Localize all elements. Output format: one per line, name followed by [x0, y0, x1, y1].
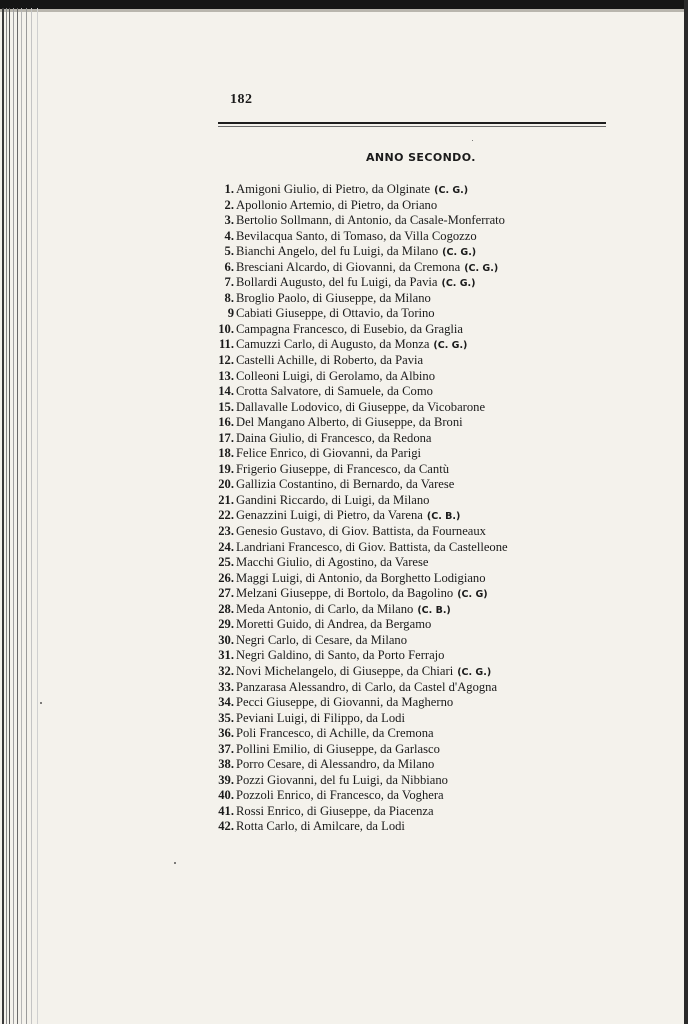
- entry-text: Colleoni Luigi, di Gerolamo, da Albino: [236, 368, 436, 383]
- entry-note: (C. G): [457, 589, 488, 601]
- entry-text: Apollonio Artemio, di Pietro, da Oriano: [236, 197, 438, 212]
- binding-line: [13, 8, 14, 1024]
- list-item: [196, 477, 616, 493]
- entry-note: (C. G.): [433, 340, 468, 352]
- entry-number: 21.: [218, 492, 234, 507]
- entry-number: 13.: [218, 368, 234, 383]
- entry-text: Frigerio Giuseppe, di Francesco, da Cantù: [236, 461, 449, 476]
- list-item: [196, 726, 616, 742]
- entry-text: Del Mangano Alberto, di Giuseppe, da Broni: [236, 415, 463, 430]
- binding-line: [37, 8, 38, 1024]
- entry-number: 28.: [218, 601, 234, 616]
- list-item: [196, 819, 616, 835]
- entry-text: Castelli Achille, di Roberto, da Pavia: [236, 353, 424, 368]
- list-item: [196, 757, 616, 773]
- list-item: [196, 353, 616, 369]
- entry-number: 2.: [224, 197, 234, 212]
- list-item: [196, 773, 616, 789]
- entry-number: 23.: [218, 524, 234, 539]
- entry-text: Camuzzi Carlo, di Augusto, da Monza: [236, 337, 430, 352]
- entry-text: Broglio Paolo, di Giuseppe, da Milano: [236, 290, 431, 305]
- entry-text: Cabiati Giuseppe, di Ottavio, da Torino: [236, 306, 435, 321]
- binding-line: [17, 8, 18, 1024]
- entry-text: Maggi Luigi, di Antonio, da Borghetto Lodigiano: [236, 570, 486, 585]
- list-item: [196, 711, 616, 727]
- list-item: [196, 322, 616, 338]
- list-item: [196, 602, 616, 618]
- list-item: [196, 788, 616, 804]
- entry-text: Bertolio Sollmann, di Antonio, da Casale-Monferrato: [236, 213, 505, 228]
- entry-number: 34.: [218, 695, 234, 710]
- entry-number: 30.: [218, 632, 234, 647]
- list-item: [196, 431, 616, 447]
- binding-line: [31, 8, 32, 1024]
- entry-number: 10.: [218, 321, 234, 336]
- entry-text: Meda Antonio, di Carlo, da Milano: [236, 601, 414, 616]
- list-item: [196, 260, 616, 276]
- entry-number: 9: [227, 306, 234, 321]
- entry-text: Pozzi Giovanni, del fu Luigi, da Nibbiano: [236, 772, 448, 787]
- list-item: [196, 524, 616, 540]
- entry-text: Pozzoli Enrico, di Francesco, da Voghera: [236, 788, 444, 803]
- entry-text: Porro Cesare, di Alessandro, da Milano: [236, 757, 435, 772]
- entry-text: Genazzini Luigi, di Pietro, da Varena: [236, 508, 423, 523]
- list-item: [196, 446, 616, 462]
- entry-number: 42.: [218, 819, 234, 834]
- entry-number: 33.: [218, 679, 234, 694]
- entry-number: 20.: [218, 477, 234, 492]
- list-item: [196, 198, 616, 214]
- entry-number: 18.: [218, 446, 234, 461]
- entry-number: 16.: [218, 415, 234, 430]
- list-item: [196, 337, 616, 353]
- scan-speck: [472, 140, 473, 141]
- entry-text: Gallizia Costantino, di Bernardo, da Varese: [236, 477, 455, 492]
- entry-number: 17.: [218, 430, 234, 445]
- entry-note: (C. G.): [442, 247, 477, 259]
- entry-number: 6.: [224, 259, 234, 274]
- entry-text: Daina Giulio, di Francesco, da Redona: [236, 430, 432, 445]
- list-item: [196, 648, 616, 664]
- entry-number: 32.: [218, 663, 234, 678]
- list-item: [196, 213, 616, 229]
- entry-number: 35.: [218, 710, 234, 725]
- binding-line: [9, 8, 10, 1024]
- entry-note: (C. G.): [441, 278, 476, 290]
- page-number: 182: [230, 92, 253, 107]
- entry-number: 24.: [218, 539, 234, 554]
- entry-text: Bollardi Augusto, del fu Luigi, da Pavia: [236, 275, 438, 290]
- entry-text: Pecci Giuseppe, di Giovanni, da Magherno: [236, 695, 454, 710]
- entry-text: Poli Francesco, di Achille, da Cremona: [236, 726, 434, 741]
- list-item: [196, 415, 616, 431]
- entry-number: 31.: [218, 648, 234, 663]
- entry-text: Crotta Salvatore, di Samuele, da Como: [236, 384, 433, 399]
- entry-text: Moretti Guido, di Andrea, da Bergamo: [236, 617, 432, 632]
- entry-number: 7.: [224, 275, 234, 290]
- binding-line: [6, 8, 7, 1024]
- entry-number: 27.: [218, 586, 234, 601]
- entry-number: 12.: [218, 353, 234, 368]
- binding-line: [2, 8, 4, 1024]
- entry-text: Amigoni Giulio, di Pietro, da Olginate: [236, 182, 431, 196]
- list-item: [196, 306, 616, 322]
- entry-number: 41.: [218, 803, 234, 818]
- scan-speck: [174, 862, 176, 864]
- entry-number: 4.: [224, 228, 234, 243]
- list-item: [196, 229, 616, 245]
- entry-number: 36.: [218, 726, 234, 741]
- entry-text: Bianchi Angelo, del fu Luigi, da Milano: [236, 244, 439, 259]
- scan-top-edge: [0, 0, 688, 9]
- entry-number: 19.: [218, 461, 234, 476]
- list-item: [196, 275, 616, 291]
- entry-number: 29.: [218, 617, 234, 632]
- entry-text: Macchi Giulio, di Agostino, da Varese: [236, 555, 429, 570]
- list-item: [196, 384, 616, 400]
- book-binding-edge: [0, 0, 44, 1024]
- entry-number: 11.: [218, 337, 234, 352]
- entry-number: 38.: [218, 757, 234, 772]
- entry-note: (C. G.): [464, 262, 499, 274]
- entry-number: 22.: [218, 508, 234, 523]
- list-item: [196, 400, 616, 416]
- entry-text: Dallavalle Lodovico, di Giuseppe, da Vicobarone: [236, 399, 486, 414]
- list-item: [196, 462, 616, 478]
- entry-note: (C. B.): [426, 511, 461, 523]
- list-item: [196, 664, 616, 680]
- entry-text: Landriani Francesco, di Giov. Battista, da Castelleone: [236, 539, 508, 554]
- list-item: [196, 369, 616, 385]
- entry-number: 5.: [224, 244, 234, 259]
- entry-number: 14.: [218, 384, 234, 399]
- entry-text: Rotta Carlo, di Amilcare, da Lodi: [236, 819, 405, 834]
- scan-top-shadow: [0, 9, 688, 12]
- list-item: [196, 586, 616, 602]
- entry-number: 26.: [218, 570, 234, 585]
- list-item: [196, 633, 616, 649]
- binding-line: [26, 8, 27, 1024]
- entry-text: Rossi Enrico, di Giuseppe, da Piacenza: [236, 803, 434, 818]
- entry-text: Panzarasa Alessandro, di Carlo, da Castel d'Agogna: [236, 679, 498, 694]
- entry-number: 8.: [224, 290, 234, 305]
- list-item: [196, 291, 616, 307]
- list-item: [196, 804, 616, 820]
- entry-number: 40.: [218, 788, 234, 803]
- entry-text: Gandini Riccardo, di Luigi, da Milano: [236, 492, 430, 507]
- list-item: [196, 695, 616, 711]
- list-item: [196, 244, 616, 260]
- entry-number: 1.: [224, 182, 234, 196]
- entry-number: 15.: [218, 399, 234, 414]
- list-item: [196, 680, 616, 696]
- entry-number: 25.: [218, 555, 234, 570]
- scan-speck: [40, 702, 42, 704]
- list-item: [196, 742, 616, 758]
- entry-text: Bevilacqua Santo, di Tomaso, da Villa Cogozzo: [236, 228, 477, 243]
- binding-line: [21, 8, 22, 1024]
- list-item: [196, 508, 616, 524]
- header-rule: [218, 122, 606, 124]
- list-item: [196, 571, 616, 587]
- list-item: [196, 540, 616, 556]
- entry-note: (C. B.): [417, 604, 451, 616]
- entry-text: Felice Enrico, di Giovanni, da Parigi: [236, 446, 422, 461]
- entry-text: Peviani Luigi, di Filippo, da Lodi: [236, 710, 405, 725]
- student-list: [196, 182, 616, 835]
- entry-text: Negri Galdino, di Santo, da Porto Ferrajo: [236, 648, 445, 663]
- entry-text: Melzani Giuseppe, di Bortolo, da Bagolino: [236, 586, 454, 601]
- list-item: [196, 617, 616, 633]
- entry-number: 39.: [218, 772, 234, 787]
- entry-text: Genesio Gustavo, di Giov. Battista, da Fourneaux: [236, 524, 486, 539]
- entry-text: Pollini Emilio, di Giuseppe, da Garlasco: [236, 741, 440, 756]
- entry-text: Negri Carlo, di Cesare, da Milano: [236, 632, 408, 647]
- list-item: [196, 182, 616, 198]
- list-item: [196, 493, 616, 509]
- list-item: [196, 555, 616, 571]
- entry-number: 37.: [218, 741, 234, 756]
- scan-right-edge: [684, 0, 688, 1024]
- entry-number: 3.: [224, 213, 234, 228]
- section-heading: ANNO SECONDO.: [366, 151, 476, 164]
- entry-text: Novi Michelangelo, di Giuseppe, da Chiari: [236, 663, 454, 678]
- entry-note: (C. G.): [434, 185, 469, 196]
- entry-text: Campagna Francesco, di Eusebio, da Graglia: [236, 321, 463, 336]
- header-rule-thin: [218, 126, 606, 127]
- entry-text: Bresciani Alcardo, di Giovanni, da Cremona: [236, 259, 461, 274]
- entry-note: (C. G.): [457, 666, 492, 678]
